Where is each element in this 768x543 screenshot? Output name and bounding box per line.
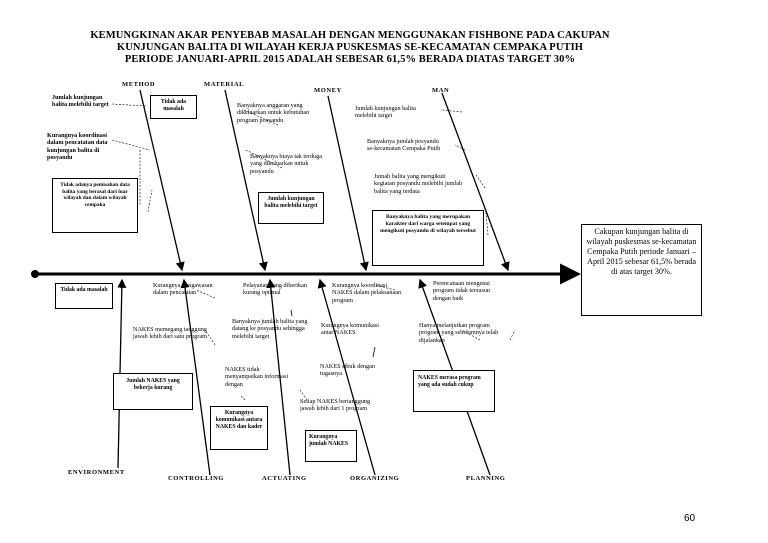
category-actuating: ACTUATING bbox=[262, 475, 307, 482]
man-root-box bbox=[372, 210, 484, 266]
man-cause-1: Jumlah kunjungan balita melebihi target bbox=[355, 105, 416, 120]
material-cause-1: Banyaknya anggaran yang dikeluarkan untuk kebutuhan program posyandu bbox=[237, 102, 310, 124]
organizing-root-box bbox=[305, 430, 357, 462]
material-box-2 bbox=[258, 192, 324, 224]
controlling-cause-1: Kurangnya Pengawasan dalam pencatatan bbox=[153, 282, 213, 297]
man-root-text: Banyaknya balita yang merupakan karakter dari warga setempat yang mengikuti posyandu di wilayah tersebut bbox=[380, 214, 476, 234]
title-line-3: PERIODE JANUARI-APRIL 2015 ADALAH SEBESAR 61,5% BERADA DIATAS TARGET 30% bbox=[124, 54, 576, 65]
environment-box-text: Tidak ada masalah bbox=[60, 287, 108, 293]
actuating-cause-2: Banyaknya jumlah balita yang datang ke posyandu sehingga melebihi target bbox=[232, 318, 308, 340]
planning-cause-2: Hanya melanjutkan program program yang sebelumnya telah dijalankan bbox=[419, 322, 499, 344]
material-cause-2: Banyaknya biaya tak terduga yang dikeluarkan untuk posyandu bbox=[250, 153, 322, 175]
method-cause-2: Kurangnya koordinasi dalam pencatatan data kunjungan balita di posyandu bbox=[47, 132, 108, 162]
actuating-root-box bbox=[210, 406, 268, 450]
material-box-1 bbox=[150, 95, 197, 119]
title-line-1: KEMUNGKINAN AKAR PENYEBAB MASALAH DENGAN MENGGUNAKAN FISHBONE PADA CAKUPAN bbox=[90, 30, 610, 41]
problem-result-box bbox=[581, 224, 702, 316]
category-material: MATERIAL bbox=[204, 81, 245, 88]
title-line-2: KUNJUNGAN BALITA DI WILAYAH KERJA PUSKESMAS SE-KECAMATAN CEMPAKA PUTIH bbox=[116, 42, 584, 53]
page-number: 60 bbox=[684, 513, 696, 524]
method-cause-1: Jumlah kunjungan balita melebihi target bbox=[52, 94, 109, 109]
controlling-root-box bbox=[113, 373, 193, 410]
category-planning: PLANNING bbox=[466, 475, 506, 482]
material-box-2-text: Jumlah kunjungan balita melebihi target bbox=[264, 196, 318, 209]
problem-result-text: Cakupan kunjungan balita di wilayah puskesmas se-kecamatan Cempaka Putih periode Januari – April 2015 sebesar 61,5% berada di atas target 30%. bbox=[586, 227, 697, 276]
organizing-root-text: Kurangnya jumlah NAKES bbox=[309, 434, 349, 447]
planning-root-box bbox=[413, 370, 495, 412]
planning-root-text: NAKES merasa program yang ada sudah cukup bbox=[418, 375, 481, 388]
money-bone bbox=[328, 96, 366, 270]
method-root-box bbox=[52, 178, 138, 233]
controlling-cause-2: NAKES memegang tanggung jawab lebih dari satu program bbox=[133, 326, 207, 341]
actuating-cause-1: Pelayanan yang diberikan kurang optimal bbox=[243, 282, 307, 297]
category-method: METHOD bbox=[122, 81, 156, 88]
diagram-title bbox=[40, 30, 660, 66]
man-cause-3: Jumah balita yang mengikuti kegiatan posyandu melebihi jumlah balita yang terdata bbox=[374, 173, 463, 195]
method-root-text: Tidak adanya pemisahan data balita yang berasal dari luar wilayah dan dalam wilayah cempaka bbox=[60, 182, 130, 208]
organizing-cause-2: Kurangnya komunikasi antar NAKES bbox=[321, 322, 379, 337]
environment-box bbox=[55, 283, 113, 309]
category-money: MONEY bbox=[314, 87, 342, 94]
organizing-cause-3: NAKES sibuk dengan tugasnya bbox=[320, 363, 375, 378]
category-environment: ENVIRONMENT bbox=[68, 469, 125, 476]
controlling-root-text: Jumlah NAKES yang bekerja kurang bbox=[126, 378, 180, 391]
actuating-root-text: Kurangnya komunikasi antara NAKES dan kader bbox=[215, 410, 263, 430]
man-cause-2: Banyaknya jumlah posyandu se-kecamatan Cempaka Putih bbox=[367, 138, 441, 153]
category-man: MAN bbox=[432, 87, 450, 94]
category-organizing: ORGANIZING bbox=[350, 475, 400, 482]
planning-cause-1: Perencanaan mengenai program tidak tersusun dengan baik bbox=[433, 280, 491, 302]
actuating-cause-3: NAKES tidak menyampaikan informasi dengan bbox=[225, 366, 289, 388]
organizing-cause-4: Setiap NAKES bertanggung jawab lebih dari 1 program bbox=[300, 398, 371, 413]
organizing-cause-1: Kurangnya koordinasi NAKES dalam pelaksanaan program bbox=[332, 282, 402, 304]
material-box-1-text: Tidak ada masalah bbox=[160, 99, 187, 112]
category-controlling: CONTROLLING bbox=[168, 475, 225, 482]
